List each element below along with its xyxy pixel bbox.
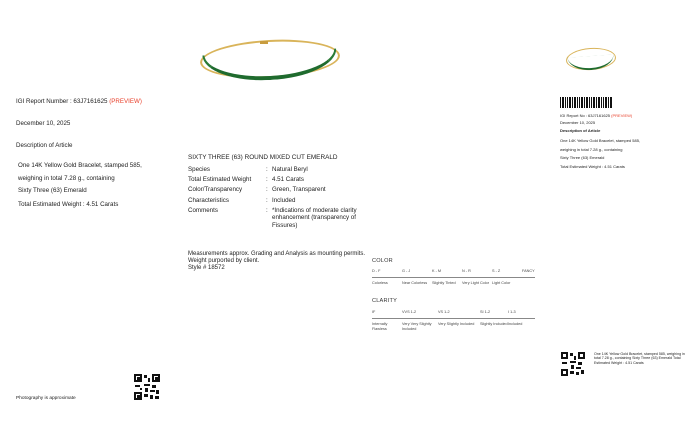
report-number: [16, 98, 142, 106]
spec-separator: :: [266, 197, 268, 204]
clarity-desc: Very Very Slightly Included: [402, 322, 432, 331]
spec-separator: :: [266, 176, 268, 183]
spec-row-characteristics: [188, 197, 370, 204]
right-report-label: IGI Report No : 63J7161625: [560, 113, 611, 118]
clarity-desc: Included: [508, 322, 523, 326]
spec-key: Species: [188, 166, 211, 173]
spec-value: 4.51 Carats: [272, 176, 304, 183]
clarity-grade: IF: [372, 310, 376, 314]
color-desc: Light Color: [492, 281, 511, 285]
color-desc: Very Light Color: [462, 281, 490, 285]
spec-key: Comments: [188, 207, 218, 214]
report-number-label: IGI Report Number : 63J7161625: [16, 98, 108, 105]
clarity-desc: Very Slightly Included: [438, 322, 475, 326]
color-grade: FANCY: [522, 269, 535, 273]
preview-badge: (PREVIEW): [109, 98, 142, 105]
spec-title: SIXTY THREE (63) ROUND MIXED CUT EMERALD: [188, 154, 338, 161]
color-desc: [522, 281, 552, 286]
spec-separator: :: [266, 166, 268, 173]
spec-value: Natural Beryl: [272, 166, 308, 173]
clarity-desc: Slightly Included: [480, 322, 508, 326]
description-line: Total Estimated Weight : 4.51 Carats: [18, 201, 119, 208]
clarity-grade: SI 1-2: [480, 310, 491, 314]
bracelet-photo: [200, 40, 340, 80]
color-scale-rule: [372, 277, 535, 278]
measurements-text: Measurements approx. Grading and Analysis as mounting permits. Weight purported by client.: [188, 251, 366, 264]
description-title: Description of Article: [16, 142, 73, 149]
description-line: Sixty Three (63) Emerald: [18, 187, 87, 194]
spec-value: Included: [272, 197, 296, 204]
description-line: One 14K Yellow Gold Bracelet, stamped 585,: [18, 162, 142, 169]
spec-value: *Indications of moderate clarity enhancement (transparency of Fissures): [272, 207, 357, 229]
right-description-line: Sixty Three (63) Emerald: [560, 155, 605, 160]
description-line: weighing in total 7.28 g., containing: [18, 175, 115, 182]
right-report-date: December 10, 2025: [560, 120, 596, 125]
right-preview-badge: (PREVIEW): [611, 113, 633, 118]
right-description-title: Description of Article: [560, 128, 601, 133]
style-number: Style # 18572: [188, 265, 225, 271]
spec-separator: :: [266, 186, 268, 193]
color-grade: G - J: [402, 269, 411, 273]
color-scale-title: COLOR: [372, 258, 393, 264]
clarity-descriptions: [372, 322, 536, 331]
color-grade: N - R: [462, 269, 471, 273]
right-description-line: weighing in total 7.28 g., containing: [560, 147, 623, 152]
spec-row-comments: [188, 207, 370, 229]
right-description-line: Total Estimated Weight : 4.51 Carats: [560, 164, 625, 169]
spec-row-color: [188, 186, 370, 193]
clarity-grade: VVS 1-2: [402, 310, 417, 314]
measurements-note: [188, 251, 368, 272]
spec-key: Color/Transparency: [188, 186, 243, 193]
color-desc: Colorless: [372, 281, 388, 285]
clarity-desc: Internally Flawless: [372, 322, 388, 331]
color-grade: D - F: [372, 269, 381, 273]
report-date: December 10, 2025: [16, 120, 71, 127]
color-desc: Slightly Tinted: [432, 281, 456, 285]
color-descriptions: [372, 281, 552, 286]
color-desc: Near Colorless: [402, 281, 428, 285]
clarity-grades: [372, 310, 536, 315]
spec-row-weight: [188, 176, 370, 183]
spec-key: Total Estimated Weight: [188, 176, 252, 183]
right-report-number: [560, 113, 632, 118]
qr-code[interactable]: [134, 374, 160, 400]
color-grade: S - Z: [492, 269, 501, 273]
barcode: [560, 97, 616, 108]
color-grade: K - M: [432, 269, 442, 273]
clarity-grade: VS 1-2: [438, 310, 450, 314]
spec-row-species: [188, 166, 370, 173]
clarity-scale-title: CLARITY: [372, 298, 398, 304]
clarity-grade: I 1-3: [508, 310, 516, 314]
spec-separator: :: [266, 207, 268, 214]
photo-note: Photography is approximate: [16, 396, 76, 401]
bracelet-thumbnail: [566, 48, 616, 72]
clarity-scale-rule: [372, 318, 535, 319]
qr-code-right[interactable]: [561, 352, 585, 376]
color-grades: [372, 269, 552, 274]
clasp: [260, 41, 268, 44]
qr-caption: One 14K Yellow Gold Bracelet, stamped 585, weighing in total 7.28 g., containing Sixty Three (63) Emerald Total Estimated Weight : 4.51 Carats: [594, 352, 685, 365]
spec-key: Characteristics: [188, 197, 229, 204]
right-description-line: One 14K Yellow Gold Bracelet, stamped 585,: [560, 138, 641, 143]
spec-value: Green, Transparent: [272, 186, 326, 193]
